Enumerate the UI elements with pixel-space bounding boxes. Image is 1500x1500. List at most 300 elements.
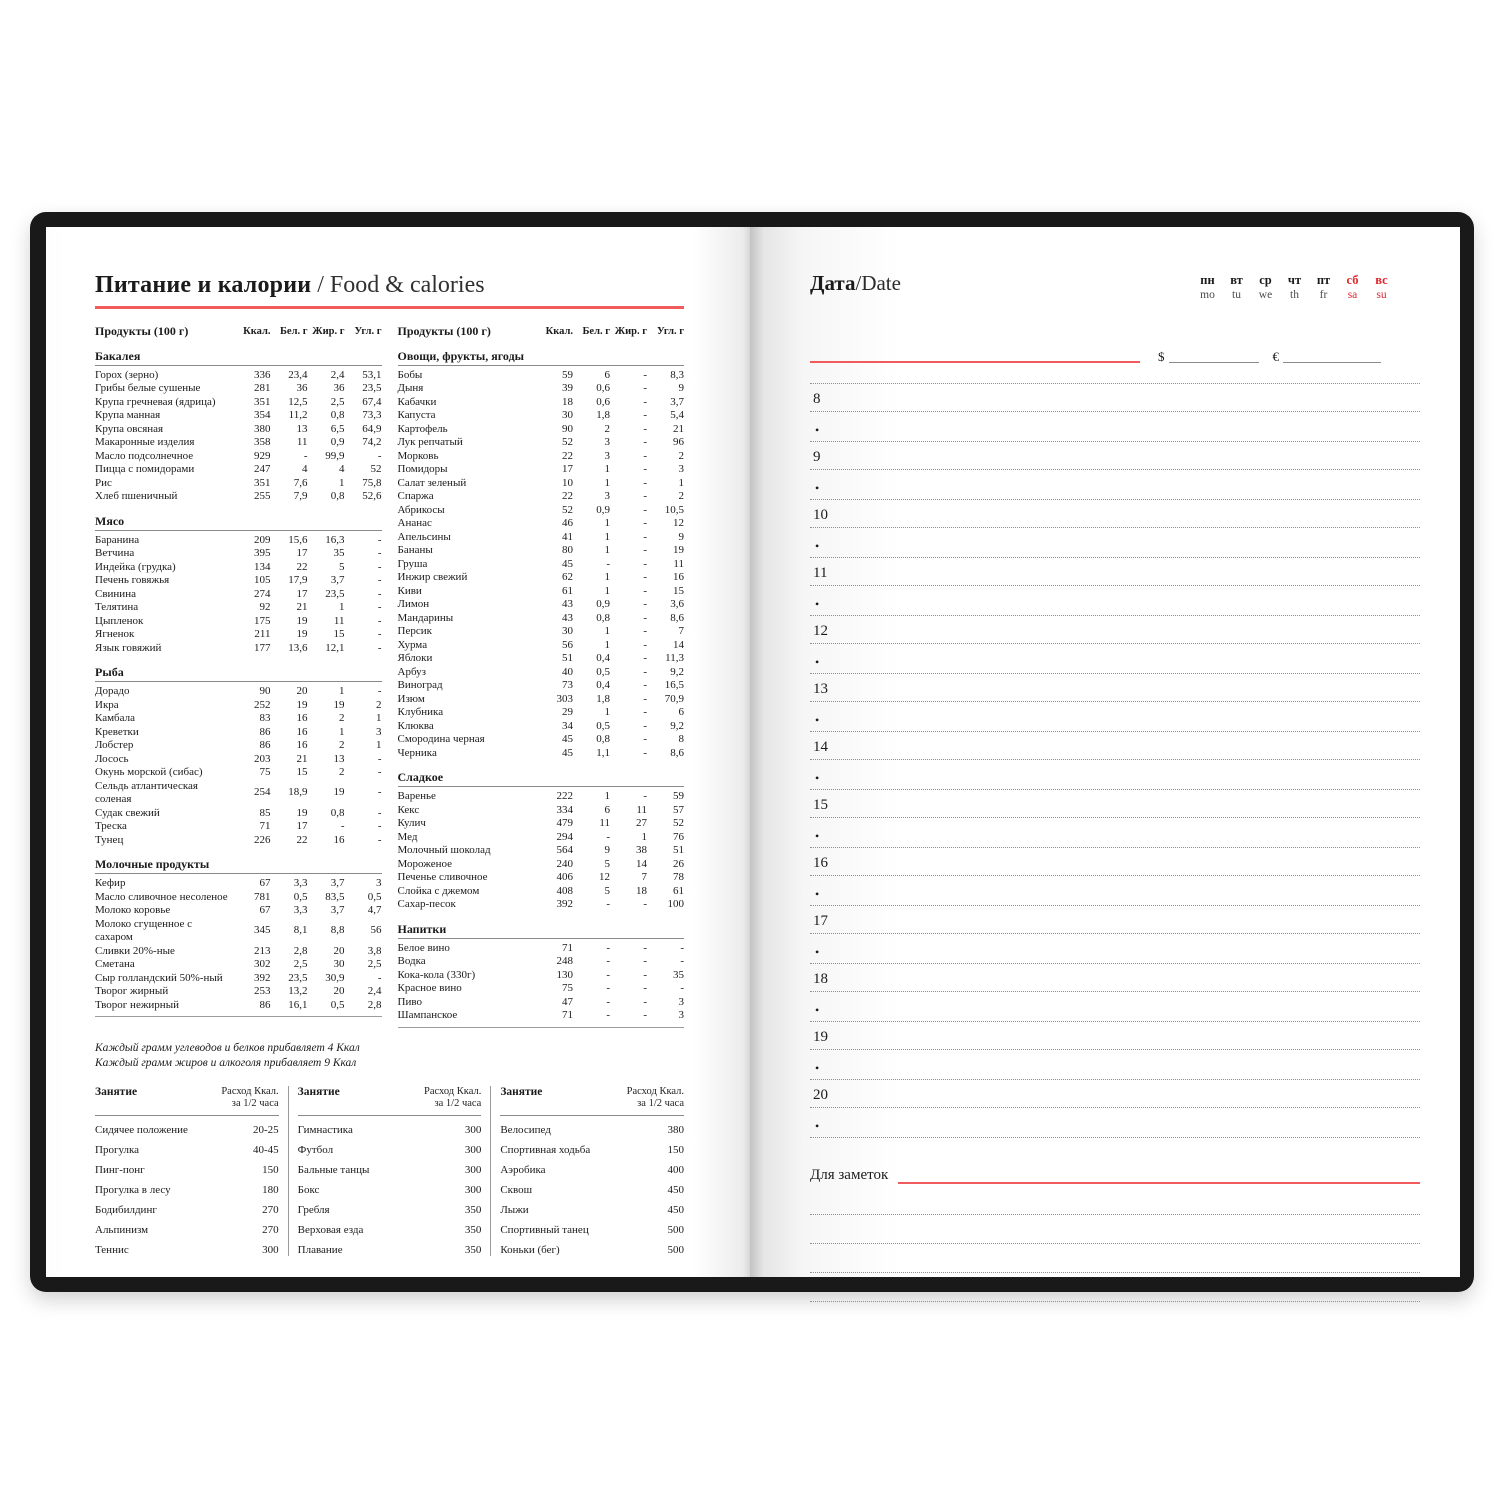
food-value: - <box>643 982 647 994</box>
food-row <box>398 1009 685 1023</box>
food-value: 36 <box>333 382 345 394</box>
activity-name: Теннис <box>95 1243 129 1256</box>
food-value: - <box>377 601 382 613</box>
food-name: Виноград <box>397 679 443 691</box>
food-value: - <box>606 898 610 910</box>
activity-name: Плавание <box>297 1243 343 1256</box>
food-value: 35 <box>673 968 684 981</box>
weekday-ru-вс[interactable]: вс <box>1375 273 1388 287</box>
food-value: 15 <box>296 766 308 778</box>
food-value: 53,1 <box>362 368 382 381</box>
food-row <box>398 844 685 858</box>
food-value: 1,8 <box>596 409 610 421</box>
activity-row <box>95 1144 279 1156</box>
food-value: - <box>643 1009 647 1021</box>
food-name: Изюм <box>397 692 425 705</box>
food-section-title: Овощи, фрукты, ягоды <box>398 349 685 366</box>
food-value: 11 <box>333 614 345 627</box>
food-value: 209 <box>254 533 271 546</box>
hour-label-8[interactable]: 8 <box>810 384 1420 412</box>
food-name: Салат зеленый <box>397 476 467 489</box>
food-value: - <box>643 746 647 759</box>
activity-kcal-value: 450 <box>667 1183 685 1196</box>
food-name: Ягненок <box>95 628 135 640</box>
activity-row <box>95 1184 279 1196</box>
food-row <box>398 625 685 639</box>
food-value: - <box>643 790 647 802</box>
activity-header-label: Занятие <box>297 1085 340 1098</box>
food-name: Варенье <box>397 790 436 802</box>
food-row <box>95 534 382 548</box>
activity-header <box>298 1086 482 1116</box>
food-value: 19 <box>296 698 308 711</box>
notes-write-line[interactable] <box>810 1244 1420 1273</box>
food-row <box>398 982 685 996</box>
dollar-write-line[interactable] <box>1169 351 1259 363</box>
food-value: 7,6 <box>293 476 308 489</box>
food-row <box>398 858 685 872</box>
hour-bullet-line[interactable]: • <box>810 992 1420 1022</box>
food-name: Треска <box>95 820 127 832</box>
food-column-group <box>95 325 382 1028</box>
food-name: Дыня <box>397 382 424 394</box>
food-value: - <box>680 982 684 994</box>
food-value: - <box>680 955 684 967</box>
food-value: 62 <box>562 571 573 583</box>
food-row <box>95 450 382 464</box>
food-row <box>95 574 382 588</box>
food-value: 73 <box>562 679 573 691</box>
food-col-products: Продукты (100 г) <box>397 324 491 338</box>
food-value: 175 <box>254 614 271 627</box>
food-value: - <box>377 766 382 778</box>
hour-label-10[interactable]: 10 <box>810 500 1420 528</box>
activity-table <box>95 1086 684 1256</box>
hour-bullet-line[interactable]: • <box>810 876 1420 906</box>
food-name: Камбала <box>95 712 135 724</box>
weekday-en-we: we <box>1258 289 1273 301</box>
hour-label-17[interactable]: 17 <box>810 906 1420 934</box>
food-value: 8,1 <box>293 924 308 937</box>
food-row <box>398 871 685 885</box>
food-name: Морковь <box>397 449 439 462</box>
food-value: - <box>643 941 647 954</box>
food-value: 2 <box>339 712 345 724</box>
food-value: 1,8 <box>596 692 610 705</box>
food-value: 100 <box>667 898 684 910</box>
food-value: 78 <box>673 871 684 883</box>
food-value: - <box>643 665 647 678</box>
food-value: - <box>377 587 382 600</box>
hour-label-13[interactable]: 13 <box>810 674 1420 702</box>
food-value: 3,7 <box>330 574 345 586</box>
food-value: 30 <box>562 625 573 637</box>
food-value: 1,1 <box>596 746 610 759</box>
food-name: Индейка (грудка) <box>95 560 176 573</box>
food-value: 17 <box>562 463 573 475</box>
hour-bullet-line[interactable]: • <box>810 586 1420 616</box>
food-value: 22 <box>296 560 308 573</box>
food-value: 30 <box>333 958 345 970</box>
food-value: 19 <box>296 614 308 627</box>
food-value: 83,5 <box>325 890 345 903</box>
food-value: 17,9 <box>288 574 308 586</box>
weekday-en-fr: fr <box>1319 289 1328 301</box>
food-value: 83 <box>259 712 271 724</box>
food-value: 6 <box>604 803 610 816</box>
food-name: Молоко коровье <box>95 904 171 916</box>
food-row <box>398 382 685 396</box>
hour-label-16[interactable]: 16 <box>810 848 1420 876</box>
food-value: - <box>377 833 382 846</box>
money-row <box>810 347 1420 363</box>
food-name: Бананы <box>397 544 433 556</box>
food-value: - <box>377 628 382 640</box>
food-value: 1 <box>376 712 382 724</box>
food-value: 20 <box>333 985 345 997</box>
food-row <box>95 999 382 1013</box>
euro-write-line[interactable] <box>1283 351 1381 363</box>
food-value: 222 <box>556 790 573 802</box>
footnote-line: Каждый грамм жиров и алкоголя прибавляет 9 Ккал <box>95 1056 357 1069</box>
food-name: Макаронные изделия <box>95 436 195 448</box>
activity-header-kcal-line2: за 1/2 часа <box>637 1098 685 1109</box>
food-value: 6 <box>678 706 684 718</box>
activity-row <box>500 1124 684 1136</box>
food-value: 12 <box>673 517 684 529</box>
food-value: 9,2 <box>670 665 684 678</box>
weekday-ru-пт[interactable]: пт <box>1316 273 1331 287</box>
food-value: 10,5 <box>664 503 684 516</box>
food-row <box>398 996 685 1010</box>
food-value: 2,8 <box>293 944 308 957</box>
food-row <box>95 766 382 780</box>
food-value: 2 <box>339 766 345 778</box>
food-value: 380 <box>254 422 271 435</box>
food-value: 8,6 <box>670 746 684 759</box>
hour-label-15[interactable]: 15 <box>810 790 1420 818</box>
hour-bullet-line[interactable]: • <box>810 1108 1420 1138</box>
weekday-ru-ср[interactable]: ср <box>1259 273 1272 287</box>
food-value: - <box>643 571 647 583</box>
date-write-line[interactable] <box>810 349 1140 363</box>
food-value: - <box>643 409 647 421</box>
food-value: 41 <box>562 530 573 543</box>
food-value: 5,4 <box>670 409 684 421</box>
food-value: 34 <box>562 719 573 732</box>
activity-kcal-value: 500 <box>667 1223 685 1236</box>
food-row <box>398 817 685 831</box>
food-value: 99,9 <box>325 449 345 462</box>
hour-label-12[interactable]: 12 <box>810 616 1420 644</box>
weekday-en-su: su <box>1376 289 1387 301</box>
food-section-title: Рыба <box>95 665 382 682</box>
food-name: Горох (зерно) <box>95 368 159 381</box>
food-name: Масло подсолнечное <box>95 449 194 462</box>
food-name: Свинина <box>95 587 136 600</box>
activity-row <box>500 1164 684 1176</box>
food-row <box>95 369 382 383</box>
food-value: 1 <box>678 476 684 489</box>
food-value: 3,7 <box>670 395 684 408</box>
activity-name: Сквош <box>500 1183 533 1196</box>
hour-bullet-line[interactable]: • <box>810 702 1420 732</box>
food-value: 9 <box>678 382 684 394</box>
food-value: - <box>606 1009 610 1021</box>
food-section-title: Напитки <box>398 922 685 939</box>
food-value: 4,7 <box>367 904 382 916</box>
food-value: 19 <box>296 628 308 640</box>
food-name: Кекс <box>397 803 420 816</box>
food-row <box>95 628 382 642</box>
food-name: Картофель <box>397 422 448 435</box>
food-name: Шампанское <box>397 1009 458 1021</box>
food-table-header <box>95 325 382 339</box>
food-col-header-0: Ккал. <box>545 326 573 337</box>
food-value: 0,6 <box>596 382 610 394</box>
food-section-title: Молочные продукты <box>95 857 382 874</box>
food-name: Сахар-песок <box>397 898 456 910</box>
food-value: - <box>377 560 382 573</box>
food-value: 253 <box>254 985 271 997</box>
activity-name: Коньки (бег) <box>500 1243 560 1256</box>
weekday-ru-чт[interactable]: чт <box>1287 273 1302 287</box>
food-value: 76 <box>673 830 684 843</box>
food-name: Язык говяжий <box>95 641 162 654</box>
food-value: 56 <box>562 638 573 651</box>
activity-name: Верховая езда <box>297 1223 364 1236</box>
food-value: 336 <box>254 368 271 381</box>
food-name: Грибы белые сушеные <box>95 382 201 394</box>
food-row <box>95 561 382 575</box>
food-value: 281 <box>254 382 271 394</box>
food-value: 14 <box>673 638 684 651</box>
notes-write-line[interactable] <box>810 1215 1420 1244</box>
food-value: 2,5 <box>367 958 382 970</box>
food-value: 2,4 <box>330 368 345 381</box>
food-value: 67 <box>259 877 271 889</box>
activity-kcal-value: 300 <box>262 1243 279 1256</box>
food-value: - <box>606 995 610 1008</box>
food-row <box>398 558 685 572</box>
food-row <box>398 666 685 680</box>
weekday-ru-вт[interactable]: вт <box>1230 273 1243 287</box>
food-value: 75 <box>562 982 573 994</box>
food-value: 211 <box>254 628 271 640</box>
food-value: 351 <box>254 476 271 489</box>
food-section <box>95 514 382 656</box>
activity-column <box>95 1086 288 1256</box>
food-value: 252 <box>254 698 271 711</box>
food-name: Сельдь атлантическая соленая <box>95 779 198 805</box>
food-value: 3,6 <box>670 598 684 610</box>
food-value: 1 <box>604 584 610 597</box>
food-name: Помидоры <box>397 463 448 475</box>
food-name: Кефир <box>95 877 126 889</box>
hour-bullet-line[interactable]: • <box>810 528 1420 558</box>
food-value: 21 <box>673 422 684 435</box>
food-value: - <box>377 449 382 462</box>
food-value: 12,1 <box>325 641 345 654</box>
calorie-footnotes <box>95 1041 684 1071</box>
activity-kcal-value: 20-25 <box>253 1123 279 1136</box>
food-row <box>95 685 382 699</box>
activity-kcal-value: 180 <box>262 1183 279 1196</box>
weekday-ru-пн[interactable]: пн <box>1200 273 1215 287</box>
food-value: - <box>643 382 647 394</box>
food-value: - <box>643 436 647 448</box>
hour-bullet-line[interactable]: • <box>810 412 1420 442</box>
food-value: 73,3 <box>362 409 382 421</box>
hour-bullet-line[interactable]: • <box>810 470 1420 500</box>
food-row <box>95 834 382 848</box>
food-value: 1 <box>604 517 610 529</box>
activity-kcal-value: 150 <box>262 1163 279 1176</box>
food-name: Лук репчатый <box>397 436 463 448</box>
hour-bullet-line[interactable]: • <box>810 760 1420 790</box>
food-value: 13,6 <box>288 641 308 654</box>
food-value: 3 <box>604 436 610 448</box>
hour-bullet-line[interactable]: • <box>810 644 1420 674</box>
food-value: 12 <box>599 871 610 883</box>
hour-label-9[interactable]: 9 <box>810 442 1420 470</box>
food-value: 4 <box>302 463 308 475</box>
food-value: - <box>643 638 647 651</box>
food-value: 3 <box>678 995 684 1008</box>
notes-header <box>810 1166 1420 1184</box>
hour-label-11[interactable]: 11 <box>810 558 1420 586</box>
food-value: 3 <box>376 877 382 889</box>
activity-name: Альпинизм <box>95 1223 149 1236</box>
activity-header-kcal-line1: Расход Ккал. <box>221 1085 279 1097</box>
activity-row <box>500 1224 684 1236</box>
hour-label-14[interactable]: 14 <box>810 732 1420 760</box>
activity-row <box>95 1204 279 1216</box>
food-value: 67,4 <box>362 395 382 408</box>
food-value: 8 <box>678 733 684 745</box>
food-value: 248 <box>556 955 573 967</box>
activity-row <box>298 1124 482 1136</box>
food-row <box>398 463 685 477</box>
food-value: 0,8 <box>596 733 610 745</box>
food-row <box>95 382 382 396</box>
food-value: 3,3 <box>293 877 308 889</box>
food-row <box>398 436 685 450</box>
food-value: 67 <box>259 904 271 916</box>
food-value: 13 <box>333 752 345 765</box>
food-row <box>95 780 382 807</box>
notes-write-line[interactable] <box>810 1273 1420 1302</box>
food-col-header-1: Бел. г <box>279 326 308 337</box>
food-value: 6,5 <box>330 422 345 435</box>
food-row <box>398 693 685 707</box>
food-value: 15,6 <box>288 533 308 546</box>
food-value: - <box>643 995 647 1008</box>
hour-label-18[interactable]: 18 <box>810 964 1420 992</box>
food-value: 105 <box>254 574 271 586</box>
activity-header-kcal <box>221 1086 278 1111</box>
food-row <box>398 720 685 734</box>
activity-column <box>288 1086 491 1256</box>
food-row <box>398 369 685 383</box>
activity-kcal-value: 350 <box>464 1223 482 1236</box>
food-value: 8,6 <box>670 611 684 624</box>
food-value: 11,2 <box>288 409 308 421</box>
food-value: 52 <box>673 817 684 829</box>
food-name: Черника <box>397 746 437 759</box>
food-value: 1 <box>376 739 382 751</box>
food-value: 1 <box>604 706 610 718</box>
activity-kcal-value: 270 <box>262 1223 279 1236</box>
food-value: 3 <box>376 725 382 738</box>
weekday-en-th: th <box>1290 289 1299 301</box>
weekday-ru-сб[interactable]: сб <box>1346 273 1359 287</box>
food-value: 16 <box>296 739 308 751</box>
notes-lines <box>810 1186 1420 1302</box>
weekday-en-mo: mo <box>1200 289 1215 301</box>
hour-bullet-line[interactable]: • <box>810 818 1420 848</box>
food-value: - <box>643 557 647 570</box>
food-row <box>398 477 685 491</box>
food-value: 86 <box>259 998 271 1011</box>
food-value: 8,3 <box>670 368 684 381</box>
hour-bullet-line[interactable]: • <box>810 1050 1420 1080</box>
food-value: 21 <box>296 752 308 765</box>
food-name: Кулич <box>397 817 426 829</box>
food-value: 74,2 <box>362 436 382 448</box>
food-value: 0,9 <box>330 436 345 448</box>
weekday-en-tu: tu <box>1232 289 1241 301</box>
food-section-title: Бакалея <box>95 349 382 366</box>
notes-red-rule <box>898 1171 1420 1184</box>
food-value: 781 <box>254 890 271 903</box>
food-row <box>398 531 685 545</box>
food-value: 3 <box>678 1009 684 1021</box>
food-section <box>398 922 685 1028</box>
food-name: Лимон <box>397 598 430 610</box>
date-header <box>810 271 1420 323</box>
food-value: 3,8 <box>367 944 382 957</box>
food-value: 23,5 <box>288 971 308 984</box>
food-value: - <box>643 368 647 381</box>
food-value: 86 <box>259 739 271 751</box>
food-name: Баранина <box>95 533 140 546</box>
hour-bullet-line[interactable]: • <box>810 934 1420 964</box>
food-value: 9 <box>678 530 684 543</box>
food-value: - <box>377 752 382 765</box>
food-value: 1 <box>339 476 345 489</box>
food-value: 0,5 <box>367 890 382 903</box>
food-value: 27 <box>636 817 647 829</box>
food-value: 52 <box>562 436 573 448</box>
food-row <box>95 739 382 753</box>
food-value: 71 <box>259 820 271 832</box>
food-col-header-2: Жир. г <box>614 326 647 337</box>
food-value: 7,9 <box>293 490 308 502</box>
food-value: 2,5 <box>293 958 308 970</box>
activity-row <box>500 1184 684 1196</box>
food-value: 23,5 <box>325 587 345 600</box>
activity-name: Бальные танцы <box>297 1163 370 1176</box>
food-value: 71 <box>562 1009 573 1021</box>
food-row <box>398 969 685 983</box>
page-title-ru: Питание и калории <box>95 272 312 298</box>
food-value: 40 <box>562 665 573 678</box>
food-row <box>398 804 685 818</box>
hour-label-19[interactable]: 19 <box>810 1022 1420 1050</box>
notes-write-line[interactable] <box>810 1186 1420 1215</box>
hour-label-20[interactable]: 20 <box>810 1080 1420 1108</box>
